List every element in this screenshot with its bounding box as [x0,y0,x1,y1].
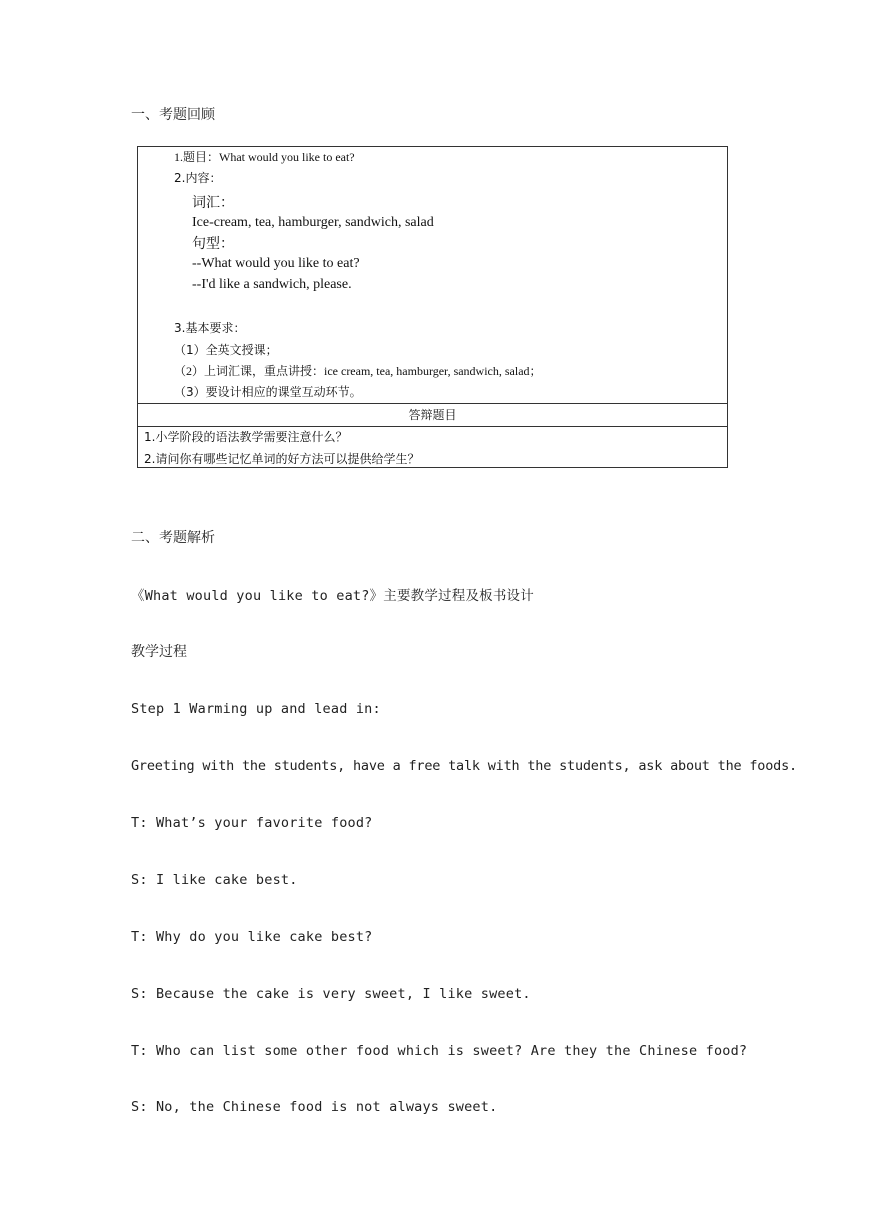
dialogue-line: S: I like cake best. [131,872,298,888]
exam-content-cell [138,147,727,404]
lesson-subtitle: 《What would you like to eat?》主要教学过程及板书设计 [131,588,534,604]
section-heading-review: 一、考题回顾 [131,107,215,123]
pattern-answer: --I'd like a sandwich, please. [192,277,352,292]
pattern-label: 句型： [192,236,234,252]
requirement-3: （3）要设计相应的课堂互动环节。 [174,385,362,399]
defense-question-2: 2.请问你有哪些记忆单词的好方法可以提供给学生？ [144,452,420,466]
requirement-2: （2）上词汇课，重点讲授：ice cream, tea, hamburger, sandwich, salad； [174,364,542,378]
teaching-process-heading: 教学过程 [131,644,187,660]
section-heading-analysis: 二、考题解析 [131,530,215,546]
defense-header: 答辩题目 [138,404,727,427]
dialogue-line: S: No, the Chinese food is not always sweet. [131,1099,498,1115]
exam-content-label: 2.内容： [174,171,222,185]
vocab-list: Ice-cream, tea, hamburger, sandwich, salad [192,215,434,230]
step-1-heading: Step 1 Warming up and lead in: [131,701,381,717]
exam-question-table [137,146,728,468]
pattern-question: --What would you like to eat? [192,256,360,271]
requirement-1: （1）全英文授课； [174,343,278,357]
exam-topic: 1.题目：What would you like to eat? [174,150,355,164]
dialogue-line: T: Why do you like cake best? [131,929,373,945]
dialogue-line: T: What’s your favorite food? [131,815,373,831]
dialogue-line: S: Because the cake is very sweet, I like sweet. [131,986,531,1002]
defense-questions-cell [138,427,727,467]
defense-question-1: 1.小学阶段的语法教学需要注意什么？ [144,430,348,444]
requirements-label: 3.基本要求： [174,321,246,335]
greeting-paragraph: Greeting with the students, have a free talk with the students, ask about the foods. [131,758,797,774]
vocab-label: 词汇： [192,195,234,211]
dialogue-line: T: Who can list some other food which is sweet? Are they the Chinese food? [131,1043,748,1059]
